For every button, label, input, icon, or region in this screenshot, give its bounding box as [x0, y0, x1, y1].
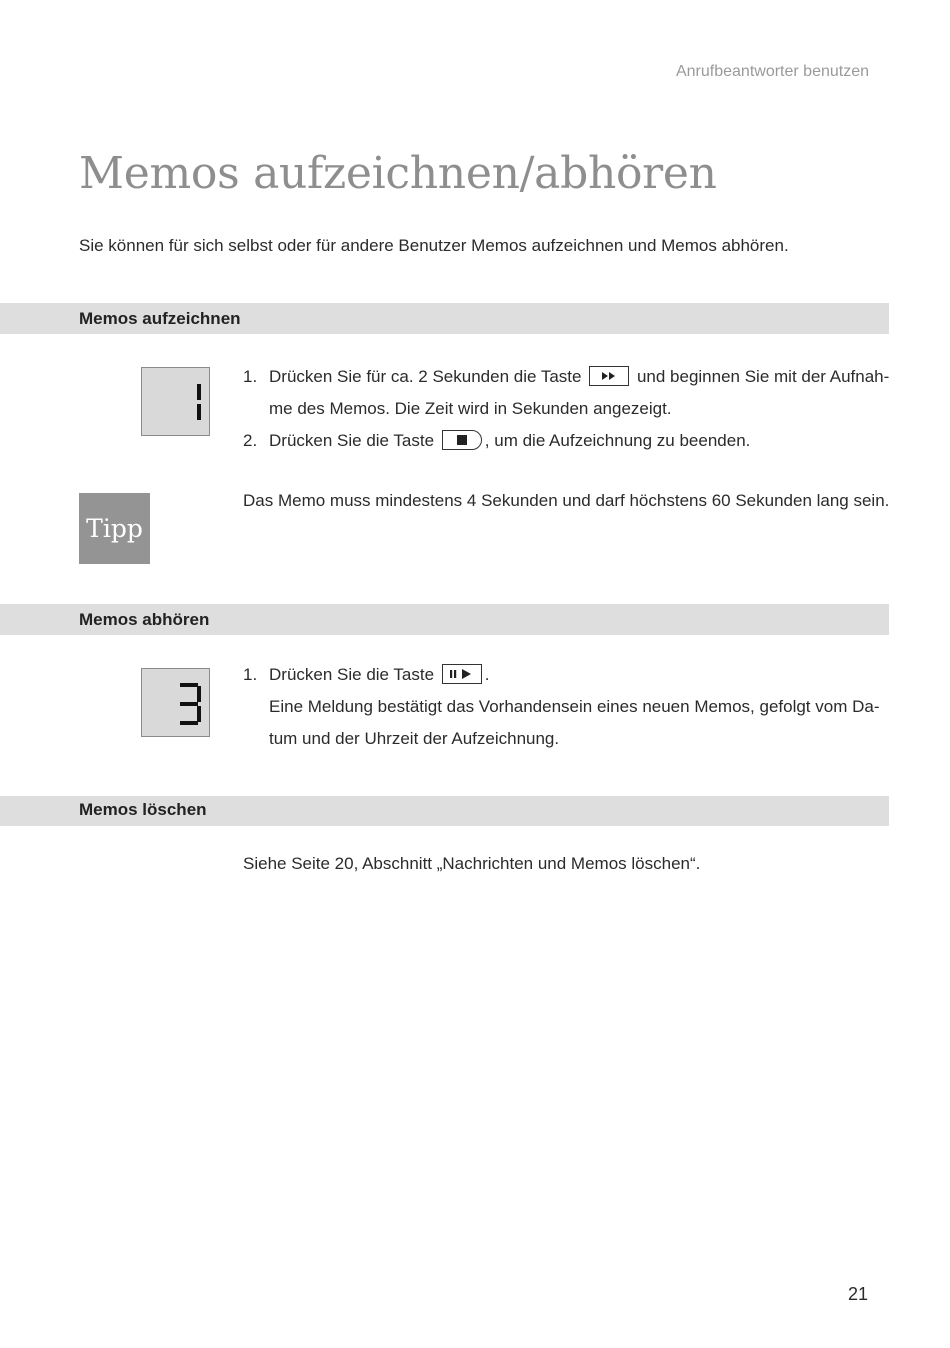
lcd-display — [141, 668, 210, 737]
stop-icon — [457, 435, 467, 445]
steps-list — [243, 361, 889, 457]
section-heading: Memos abhören — [79, 610, 210, 629]
step-text: und beginnen Sie mit der Aufnah- — [636, 367, 890, 386]
fast-forward-icon — [602, 372, 616, 380]
intro-paragraph: Sie können für sich selbst oder für andere Benutzer Memos aufzeichnen und Memos abhören. — [79, 236, 789, 255]
page-number: 21 — [847, 1284, 868, 1304]
step-text: Drücken Sie für ca. 2 Sekunden die Taste — [269, 367, 582, 386]
step-number: 2. — [243, 431, 258, 450]
list-item — [243, 361, 889, 425]
step-text: , um die Aufzeichnung zu beenden. — [484, 431, 751, 450]
lcd-digit-3-icon — [177, 683, 203, 725]
steps-list — [243, 659, 880, 755]
step-number: 1. — [243, 665, 258, 684]
step-number: 1. — [243, 367, 258, 386]
tip-text: Das Memo muss mindestens 4 Sekunden und darf höchstens 60 Sekunden lang sein. — [243, 491, 890, 510]
tip-badge: Tipp — [79, 493, 150, 564]
section-heading-bar — [0, 303, 889, 334]
fast-forward-key — [589, 366, 629, 386]
play-pause-icon — [450, 669, 474, 679]
lcd-digit-1-icon — [187, 382, 203, 422]
section-heading: Memos aufzeichnen — [79, 309, 241, 328]
section-heading: Memos löschen — [79, 800, 207, 819]
play-pause-key — [442, 664, 482, 684]
step-text: tum und der Uhrzeit der Aufzeichnung. — [269, 729, 560, 748]
step-text: Drücken Sie die Taste — [269, 665, 435, 684]
lcd-display — [141, 367, 210, 436]
step-text: . — [484, 665, 490, 684]
step-text: me des Memos. Die Zeit wird in Sekunden angezeigt. — [269, 399, 672, 418]
list-item — [243, 425, 889, 457]
cross-reference-text: Siehe Seite 20, Abschnitt „Nachrichten und Memos löschen“. — [243, 854, 701, 873]
page-title: Memos aufzeichnen/abhören — [79, 148, 717, 199]
list-item — [243, 659, 880, 755]
section-heading-bar — [0, 796, 889, 826]
section-heading-bar — [0, 604, 889, 635]
step-text: Drücken Sie die Taste — [269, 431, 435, 450]
stop-key — [442, 430, 482, 450]
running-head: Anrufbeantworter benutzen — [675, 63, 869, 80]
step-text: Eine Meldung bestätigt das Vorhandensein eines neuen Memos, gefolgt vom Da- — [269, 697, 880, 716]
